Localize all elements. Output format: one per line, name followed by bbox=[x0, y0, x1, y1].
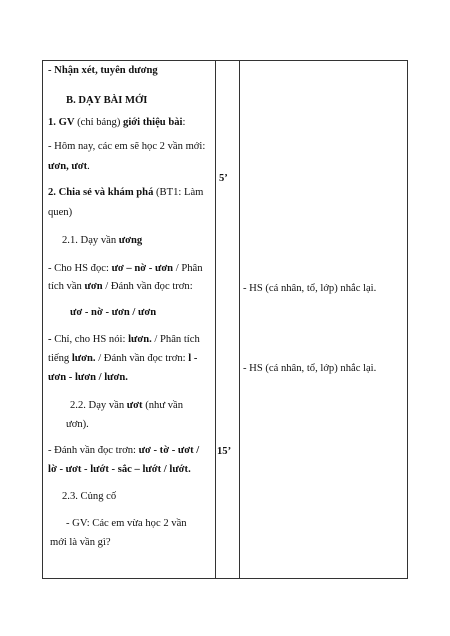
activity-line: 2.1. Dạy vần ương bbox=[62, 235, 143, 246]
activity-line: ươn - lươn / lươn. bbox=[48, 372, 128, 383]
activity-line: lờ - ươt - lướt - sắc – lướt / lướt. bbox=[48, 464, 191, 475]
section-heading: B. DẠY BÀI MỚI bbox=[66, 95, 148, 106]
activity-line: - Cho HS đọc: ươ – nờ - ươn / Phân bbox=[48, 263, 203, 274]
time-value: 15’ bbox=[217, 446, 232, 457]
activity-line: - Chỉ, cho HS nói: lươn. / Phân tích bbox=[48, 334, 200, 345]
activity-line: tích vần ươn / Đánh vần đọc trơn: bbox=[48, 281, 193, 292]
time-value: 5’ bbox=[219, 173, 228, 184]
activity-line: mới là vần gì? bbox=[50, 537, 111, 548]
activity-line: ươn, ươt. bbox=[48, 161, 90, 172]
activity-line: quen) bbox=[48, 207, 73, 218]
activity-line: 2. Chia sẻ và khám phá (BT1: Làm bbox=[48, 187, 204, 198]
activity-line: - Đánh vần đọc trơn: ươ - tờ - ươt / bbox=[48, 445, 200, 456]
column-divider bbox=[215, 61, 216, 578]
activity-line: ươn). bbox=[66, 419, 89, 430]
activity-line: 1. GV (chỉ bảng) giới thiệu bài: bbox=[48, 117, 186, 128]
activity-line: ươ - nờ - ươn / ươn bbox=[70, 307, 157, 318]
activity-line: 2.2. Dạy vần ươt (như vần bbox=[70, 400, 184, 411]
activity-line: 2.3. Củng cố bbox=[62, 491, 117, 502]
student-activity-line: - HS (cá nhân, tổ, lớp) nhắc lại. bbox=[243, 283, 377, 294]
column-divider bbox=[239, 61, 240, 578]
activity-line: - Nhận xét, tuyên dương bbox=[48, 65, 158, 76]
activity-line: - GV: Các em vừa học 2 vần bbox=[66, 518, 187, 529]
activity-line: tiếng lươn. / Đánh vần đọc trơn: l - bbox=[48, 353, 198, 364]
activity-line: - Hôm nay, các em sẽ học 2 vần mới: bbox=[48, 141, 206, 152]
student-activity-line: - HS (cá nhân, tổ, lớp) nhắc lại. bbox=[243, 363, 377, 374]
